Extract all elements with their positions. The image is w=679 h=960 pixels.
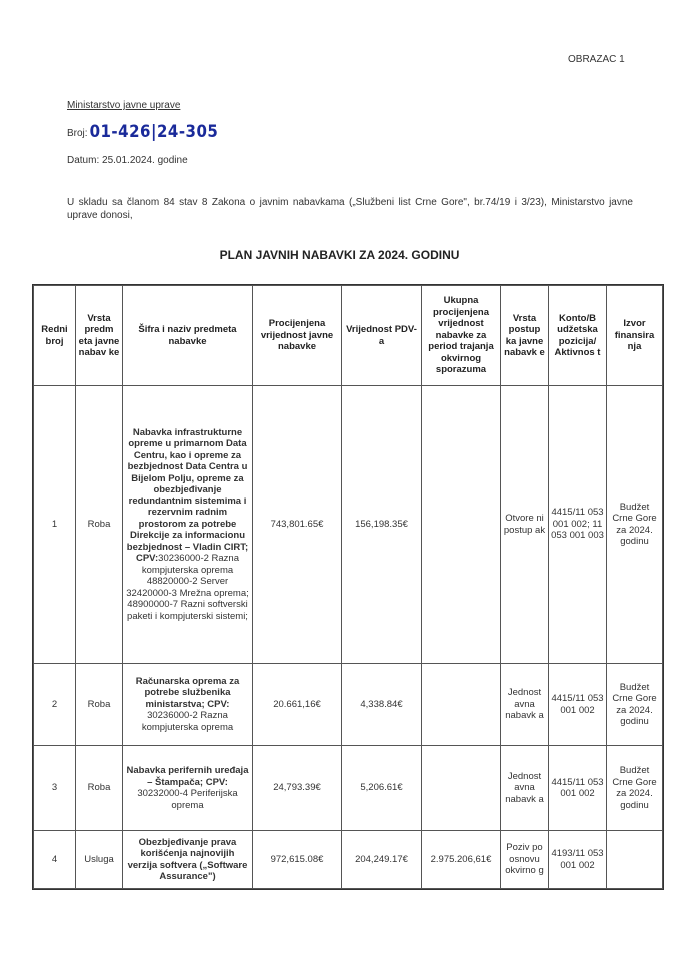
- row-vat: 4,338.84€: [342, 664, 422, 746]
- page-title: PLAN JAVNIH NABAVKI ZA 2024. GODINU: [219, 248, 460, 262]
- col-izvor-finansiranja: Izvor finansira nja: [607, 286, 663, 386]
- row-description: [123, 831, 253, 889]
- row-estimated-value: 20.661,16€: [253, 664, 342, 746]
- table-row: [34, 664, 663, 746]
- row-account: 4193/11 053 001 002: [549, 831, 607, 889]
- row-framework-total: [422, 386, 501, 664]
- row-vat: 5,206.61€: [342, 746, 422, 831]
- description-normal: 30236000-2 Razna kompjuterska oprema: [141, 710, 234, 733]
- description-normal: 30236000-2 Razna kompjuterska oprema 48820000-2 Server 32420000-3 Mrežna oprema; 48900000-7 Razni softverski paketi i kompjuterski sistemi;: [126, 553, 249, 622]
- row-description: [123, 746, 253, 831]
- row-number: 4: [34, 831, 76, 889]
- row-funding: Budžet Crne Gore za 2024. godinu: [607, 386, 663, 664]
- table-row: [34, 746, 663, 831]
- row-procedure: Jednost avna nabavk a: [501, 664, 549, 746]
- col-procijenjena-vrijednost: Procijenjena vrijednost javne nabavke: [253, 286, 342, 386]
- handwritten-broj-value: 01-426|24-305: [89, 120, 219, 142]
- col-vrsta-predmeta: Vrsta predm eta javne nabav ke: [76, 286, 123, 386]
- row-framework-total: [422, 746, 501, 831]
- row-framework-total: 2.975.206,61€: [422, 831, 501, 889]
- row-vat: 204,249.17€: [342, 831, 422, 889]
- ministry-name: Ministarstvo javne uprave: [67, 100, 181, 111]
- row-estimated-value: 743,801.65€: [253, 386, 342, 664]
- row-procedure: Jednost avna nabavk a: [501, 746, 549, 831]
- row-type: Roba: [76, 746, 123, 831]
- row-account: 4415/11 053 001 002: [549, 664, 607, 746]
- table-row: [34, 831, 663, 889]
- description-bold: Nabavka infrastrukturne opreme u primarnom Data Centru, kao i opreme za bezbjednost Data Centra u Bijelom Polju, opreme za obezbjeđivanje redundantnim sistemima i rezervnim radnim prostorom za potrebe Direkcije za informacionu bezbjednost – Vladin CIRT; CPV:: [126, 426, 249, 565]
- row-procedure: Poziv po osnovu okvirno g: [501, 831, 549, 889]
- row-funding: Budžet Crne Gore za 2024. godinu: [607, 664, 663, 746]
- reference-number: [67, 122, 218, 140]
- row-estimated-value: 972,615.08€: [253, 831, 342, 889]
- description-normal: 30232000-4 Periferijska oprema: [137, 788, 238, 811]
- row-description: [123, 664, 253, 746]
- row-type: Roba: [76, 664, 123, 746]
- row-number: 1: [34, 386, 76, 664]
- row-framework-total: [422, 664, 501, 746]
- row-funding: Budžet Crne Gore za 2024. godinu: [607, 746, 663, 831]
- col-redni-broj: Redni broj: [34, 286, 76, 386]
- row-account: 4415/11 053 001 002; 11 053 001 003: [549, 386, 607, 664]
- row-description: [123, 386, 253, 664]
- row-estimated-value: 24,793.39€: [253, 746, 342, 831]
- intro-paragraph: U skladu sa članom 84 stav 8 Zakona o javnim nabavkama („Službeni list Crne Gore", br.74/19 i 3/23), Ministarstvo javne uprave donosi,: [67, 197, 633, 221]
- row-vat: 156,198.35€: [342, 386, 422, 664]
- row-number: 3: [34, 746, 76, 831]
- form-label: OBRAZAC 1: [568, 54, 625, 65]
- procurement-plan-table: [33, 285, 663, 889]
- col-vrijednost-pdv: Vrijednost PDV-a: [342, 286, 422, 386]
- col-vrsta-postupka: Vrsta postup ka javne nabavk e: [501, 286, 549, 386]
- col-sifra-naziv: Šifra i naziv predmeta nabavke: [123, 286, 253, 386]
- row-number: 2: [34, 664, 76, 746]
- row-procedure: Otvore ni postup ak: [501, 386, 549, 664]
- description-bold: Računarska oprema za potrebe službenika ministarstva; CPV:: [135, 675, 240, 710]
- col-ukupna-vrijednost: Ukupna procijenjena vrijednost nabavke za period trajanja okvirnog sporazuma: [422, 286, 501, 386]
- col-konto: Konto/B udžetska pozicija/ Aktivnos t: [549, 286, 607, 386]
- description-bold: Obezbjeđivanje prava korišćenja najnovijih verzija softvera („Software Assurance"): [127, 836, 248, 882]
- description-bold: Nabavka perifernih uređaja – Štampača; CPV:: [126, 765, 249, 788]
- table-header-row: [34, 286, 663, 386]
- table-row: [34, 386, 663, 664]
- row-account: 4415/11 053 001 002: [549, 746, 607, 831]
- row-type: Roba: [76, 386, 123, 664]
- row-funding: [607, 831, 663, 889]
- broj-label: Broj:: [67, 128, 88, 139]
- row-type: Usluga: [76, 831, 123, 889]
- document-date: Datum: 25.01.2024. godine: [67, 155, 188, 166]
